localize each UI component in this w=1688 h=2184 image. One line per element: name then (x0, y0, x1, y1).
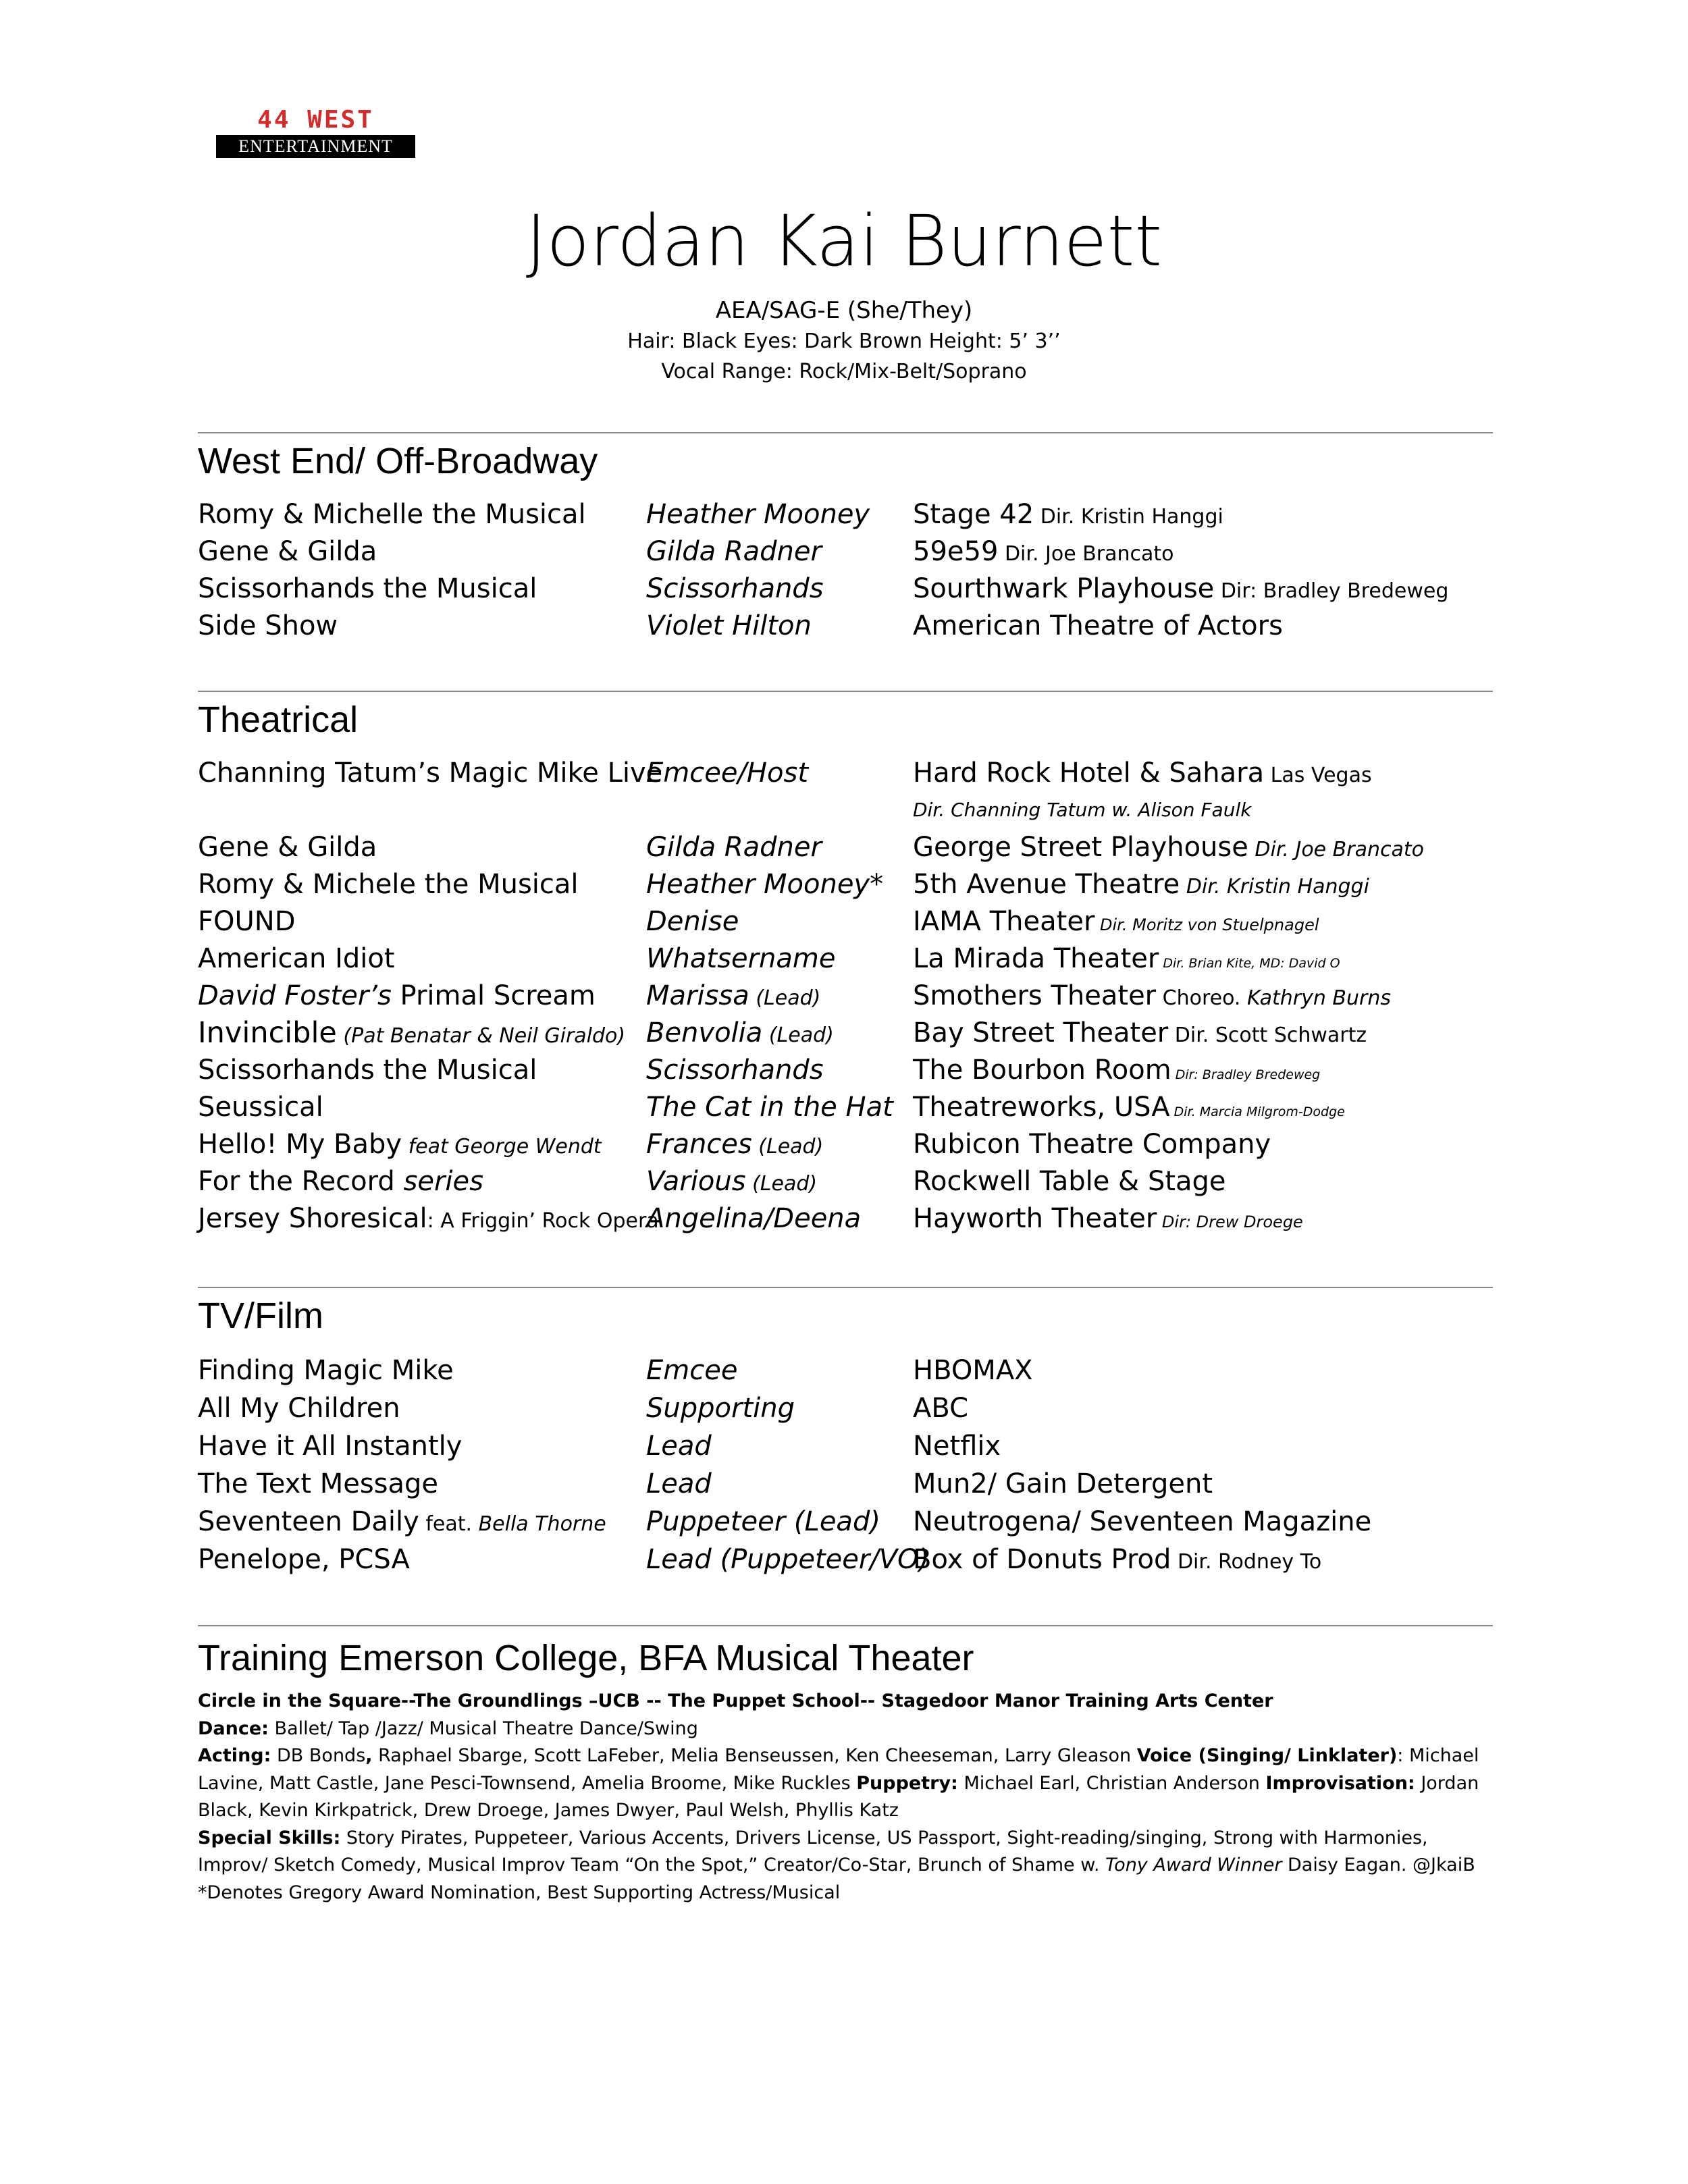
show-title: Invincible (198, 1016, 337, 1050)
credit-row (0, 903, 1688, 940)
show-title: For the Record (198, 1166, 395, 1197)
credit-role: The Cat in the Hat (646, 1092, 893, 1123)
training-details (198, 1688, 1493, 1907)
credit-role: Lead (646, 1431, 712, 1462)
credit-venue (913, 1088, 1345, 1131)
credit-venue (913, 1014, 1367, 1055)
credit-row (0, 533, 1688, 570)
credit-venue (913, 977, 1391, 1017)
training-acting (198, 1742, 1493, 1825)
venue-note: Dir. Moritz von Stuelpnagel (1094, 915, 1319, 934)
acting-comma: , (365, 1745, 373, 1766)
agency-logo (216, 107, 415, 158)
credit-role: Whatsername (646, 943, 836, 974)
credit-row (0, 754, 1688, 792)
venue-note-name: Kathryn Burns (1240, 986, 1391, 1010)
credit-show: FOUND (198, 906, 296, 937)
venue-name: American Theatre of Actors (913, 610, 1283, 641)
venue-name: Hayworth Theater (913, 1203, 1157, 1234)
vocal-line: Vocal Range: Rock/Mix-Belt/Soprano (661, 360, 1027, 383)
role-name: Frances (646, 1129, 752, 1160)
credit-row (0, 1427, 1688, 1465)
section-title-west-end: West End/ Off-Broadway (198, 441, 598, 481)
credit-row (0, 1352, 1688, 1389)
show-note: series (394, 1166, 483, 1197)
credit-role: Scissorhands (646, 573, 824, 604)
role-note: (Lead) (762, 1023, 834, 1047)
credit-role: Heather Mooney (646, 499, 870, 530)
venue-name: George Street Playhouse (913, 832, 1248, 863)
divider (198, 432, 1493, 433)
credit-venue (913, 1125, 1271, 1166)
skills-award: Tony Award Winner (1105, 1855, 1282, 1875)
venue-name: Bay Street Theater (913, 1017, 1169, 1048)
divider (198, 1625, 1493, 1626)
credit-role (646, 1125, 823, 1166)
credit-show: Have it All Instantly (198, 1431, 463, 1462)
credit-role: Lead (646, 1468, 712, 1499)
credit-show: Seussical (198, 1092, 323, 1123)
credit-venue (913, 754, 1372, 795)
credit-venue (913, 1200, 1303, 1241)
credit-show (198, 1125, 602, 1166)
role-note: (Lead) (745, 1172, 818, 1196)
venue-name: Hard Rock Hotel & Sahara (913, 757, 1265, 789)
show-prefix: David Foster’s (198, 980, 392, 1011)
credit-show: Scissorhands the Musical (198, 1055, 537, 1086)
credit-row (0, 1051, 1688, 1089)
credit-show: Romy & Michele the Musical (198, 869, 579, 900)
venue-note: Dir. Kristin Hanggi (1034, 505, 1223, 529)
credit-role: Denise (646, 906, 739, 937)
credit-show (198, 1503, 606, 1543)
credit-row (0, 1503, 1688, 1541)
section-title-training: Training Emerson College, BFA Musical Theater (198, 1638, 974, 1678)
credit-row (0, 496, 1688, 533)
credit-show: Side Show (198, 610, 338, 641)
credit-role (646, 1014, 834, 1055)
credit-row (0, 1125, 1688, 1163)
training-dance (198, 1715, 1493, 1743)
credit-row (0, 828, 1688, 866)
credit-role: Supporting (646, 1393, 795, 1424)
credit-venue: HBOMAX (913, 1355, 1033, 1386)
credit-venue (913, 903, 1319, 944)
stats-line: Hair: Black Eyes: Dark Brown Height: 5’ 3’’ (627, 329, 1061, 353)
credit-role: Gilda Radner (646, 832, 822, 863)
role-name: Various (646, 1166, 746, 1197)
show-title: Jersey Shoresical (198, 1203, 427, 1234)
venue-name: Theatreworks, USA (913, 1092, 1170, 1123)
credit-role: Puppeteer (Lead) (646, 1506, 880, 1537)
credit-row (0, 977, 1688, 1015)
venue-name: Stage 42 (913, 499, 1034, 530)
dance-text: Ballet/ Tap /Jazz/ Musical Theatre Dance/Swing (268, 1717, 698, 1739)
dance-label: Dance: (198, 1717, 269, 1739)
venue-note: Las Vegas (1264, 764, 1372, 787)
credit-role: Scissorhands (646, 1055, 824, 1086)
section-title-theatrical: Theatrical (198, 699, 359, 740)
show-title: Primal Scream (400, 980, 596, 1011)
credit-row (0, 607, 1688, 645)
credit-role: Lead (Puppeteer/VO) (646, 1544, 930, 1575)
venue-note: Dir. Brian Kite, MD: David O (1159, 956, 1340, 971)
acting-text: Raphael Sbarge, Scott LaFeber, Melia Benseussen, Ken Cheeseman, Larry Gleason (372, 1745, 1137, 1766)
skills-label: Special Skills: (198, 1827, 341, 1848)
show-note: feat. (419, 1512, 473, 1536)
puppetry-label: Puppetry: (856, 1772, 958, 1794)
credit-row (0, 1200, 1688, 1237)
venue-name: Smothers Theater (913, 980, 1157, 1011)
venue-note: Dir. Kristin Hanggi (1180, 875, 1369, 899)
divider (198, 1287, 1493, 1288)
credit-venue (913, 570, 1448, 610)
credit-venue (913, 1541, 1321, 1581)
credit-role: Emcee (646, 1355, 738, 1386)
credit-show: All My Children (198, 1393, 400, 1424)
show-note: (Pat Benatar & Neil Giraldo) (336, 1024, 626, 1048)
role-name: Benvolia (646, 1017, 763, 1048)
improv-text: Jordan Black, Kevin Kirkpatrick, Drew Droege, James Dwyer, Paul Welsh, Phyllis Katz (198, 1772, 1479, 1821)
footnote: *Denotes Gregory Award Nomination, Best Supporting Actress/Musical (198, 1882, 841, 1903)
credit-row (0, 1389, 1688, 1427)
credit-venue (913, 533, 1174, 573)
credit-role: Heather Mooney* (646, 869, 884, 900)
venue-name: Box of Donuts Prod (913, 1544, 1171, 1575)
show-title: Seventeen Daily (198, 1506, 419, 1537)
credit-show: The Text Message (198, 1468, 439, 1499)
acting-label: Acting: (198, 1745, 271, 1766)
credit-show: Penelope, PCSA (198, 1544, 410, 1575)
union-line: AEA/SAG-E (She/They) (715, 297, 973, 324)
credit-row (0, 1465, 1688, 1503)
credit-venue: Neutrogena/ Seventeen Magazine (913, 1506, 1372, 1537)
show-note: : A Friggin’ Rock Opera (427, 1209, 659, 1233)
skills-end: Daisy Eagan. @JkaiB (1282, 1855, 1475, 1875)
credit-row (0, 1541, 1688, 1578)
venue-name: The Bourbon Room (913, 1055, 1171, 1086)
skills-text: Story Pirates, Puppeteer, Various Accents, Drivers License, US Passport, Sight-reading/singing, Strong with Harmonies, Improv/ Sketch Comedy, Musical Improv Team “On the Spot,” Creator/Co-Star, Brunch of Shame w. (198, 1827, 1428, 1875)
credit-venue: Netflix (913, 1431, 1001, 1462)
credit-role: Angelina/Deena (646, 1203, 862, 1234)
role-note: (Lead) (749, 986, 821, 1010)
actor-name: Jordan Kai Burnett (525, 200, 1163, 282)
improv-label: Improvisation: (1265, 1772, 1415, 1794)
logo-bottom-text: ENTERTAINMENT (216, 135, 415, 158)
credit-show: Gene & Gilda (198, 536, 377, 567)
venue-note: Choreo. (1156, 986, 1241, 1010)
credit-role: Gilda Radner (646, 536, 822, 567)
divider (198, 691, 1493, 692)
venue-note: Dir: Bradley Bredeweg (1171, 1067, 1321, 1082)
venue-name: IAMA Theater (913, 906, 1095, 937)
training-skills (198, 1825, 1493, 1880)
credit-venue (913, 1163, 1226, 1203)
schools-text: Circle in the Square--The Groundlings –UCB -- The Puppet School-- Stagedoor Manor Training Arts Center (198, 1690, 1273, 1711)
training-schools (198, 1688, 1493, 1715)
voice-text: : Michael Lavine, Matt Castle, Jane Pesci-Townsend, Amelia Broome, Mike Ruckles (198, 1745, 1479, 1794)
credit-role (646, 977, 820, 1017)
credit-venue (913, 828, 1424, 869)
logo-top-text: 44 WEST (257, 106, 374, 134)
show-title: Hello! My Baby (198, 1129, 402, 1160)
credit-show (198, 1163, 483, 1200)
show-note: feat George Wendt (402, 1135, 602, 1158)
credit-show (198, 977, 596, 1015)
credit-venue (913, 496, 1223, 536)
credit-row (0, 865, 1688, 903)
role-note: (Lead) (751, 1135, 824, 1158)
credit-venue (913, 865, 1369, 906)
director-note: Dir. Channing Tatum w. Alison Faulk (913, 799, 1252, 821)
role-name: Marissa (646, 980, 749, 1011)
credit-show: American Idiot (198, 943, 395, 974)
credit-show: Finding Magic Mike (198, 1355, 454, 1386)
puppetry-text: Michael Earl, Christian Anderson (957, 1772, 1266, 1794)
credit-row (0, 570, 1688, 608)
venue-note: Dir: Drew Droege (1157, 1213, 1303, 1231)
credit-role: Emcee/Host (646, 757, 808, 789)
acting-first: DB Bonds (271, 1745, 366, 1766)
venue-name: 5th Avenue Theatre (913, 869, 1180, 900)
credit-show: Channing Tatum’s Magic Mike Live (198, 757, 663, 789)
venue-name: La Mirada Theater (913, 943, 1159, 974)
venue-note: Dir. Joe Brancato (1248, 838, 1424, 861)
credit-role (646, 1163, 817, 1203)
credit-show (198, 1014, 625, 1055)
credit-row (0, 1088, 1688, 1126)
credit-role: Violet Hilton (646, 610, 812, 641)
venue-note: Dir: Bradley Bredeweg (1214, 579, 1449, 603)
credit-venue (913, 1051, 1320, 1094)
venue-note: Dir. Scott Schwartz (1168, 1023, 1367, 1047)
venue-note: Dir. Rodney To (1171, 1550, 1322, 1574)
venue-name: Rubicon Theatre Company (913, 1129, 1271, 1160)
credit-show (198, 1200, 659, 1240)
section-title-tvfilm: TV/Film (198, 1296, 323, 1336)
credit-venue (913, 940, 1340, 982)
credit-show: Scissorhands the Musical (198, 573, 537, 604)
credit-venue: ABC (913, 1393, 969, 1424)
credit-show: Romy & Michelle the Musical (198, 499, 586, 530)
credit-show: Gene & Gilda (198, 832, 377, 863)
credit-row (0, 1163, 1688, 1200)
venue-name: Sourthwark Playhouse (913, 573, 1215, 604)
credit-venue (913, 607, 1283, 647)
show-note-name: Bella Thorne (472, 1512, 606, 1536)
voice-label: Voice (Singing/ Linklater) (1136, 1745, 1398, 1766)
venue-name: Rockwell Table & Stage (913, 1166, 1226, 1197)
actor-info (0, 296, 1688, 387)
venue-name: 59e59 (913, 536, 999, 567)
credit-row (0, 1014, 1688, 1052)
credit-row (0, 940, 1688, 978)
credit-venue: Mun2/ Gain Detergent (913, 1468, 1213, 1499)
venue-note: Dir. Marcia Milgrom-Dodge (1169, 1104, 1345, 1119)
venue-note: Dir. Joe Brancato (998, 542, 1174, 566)
